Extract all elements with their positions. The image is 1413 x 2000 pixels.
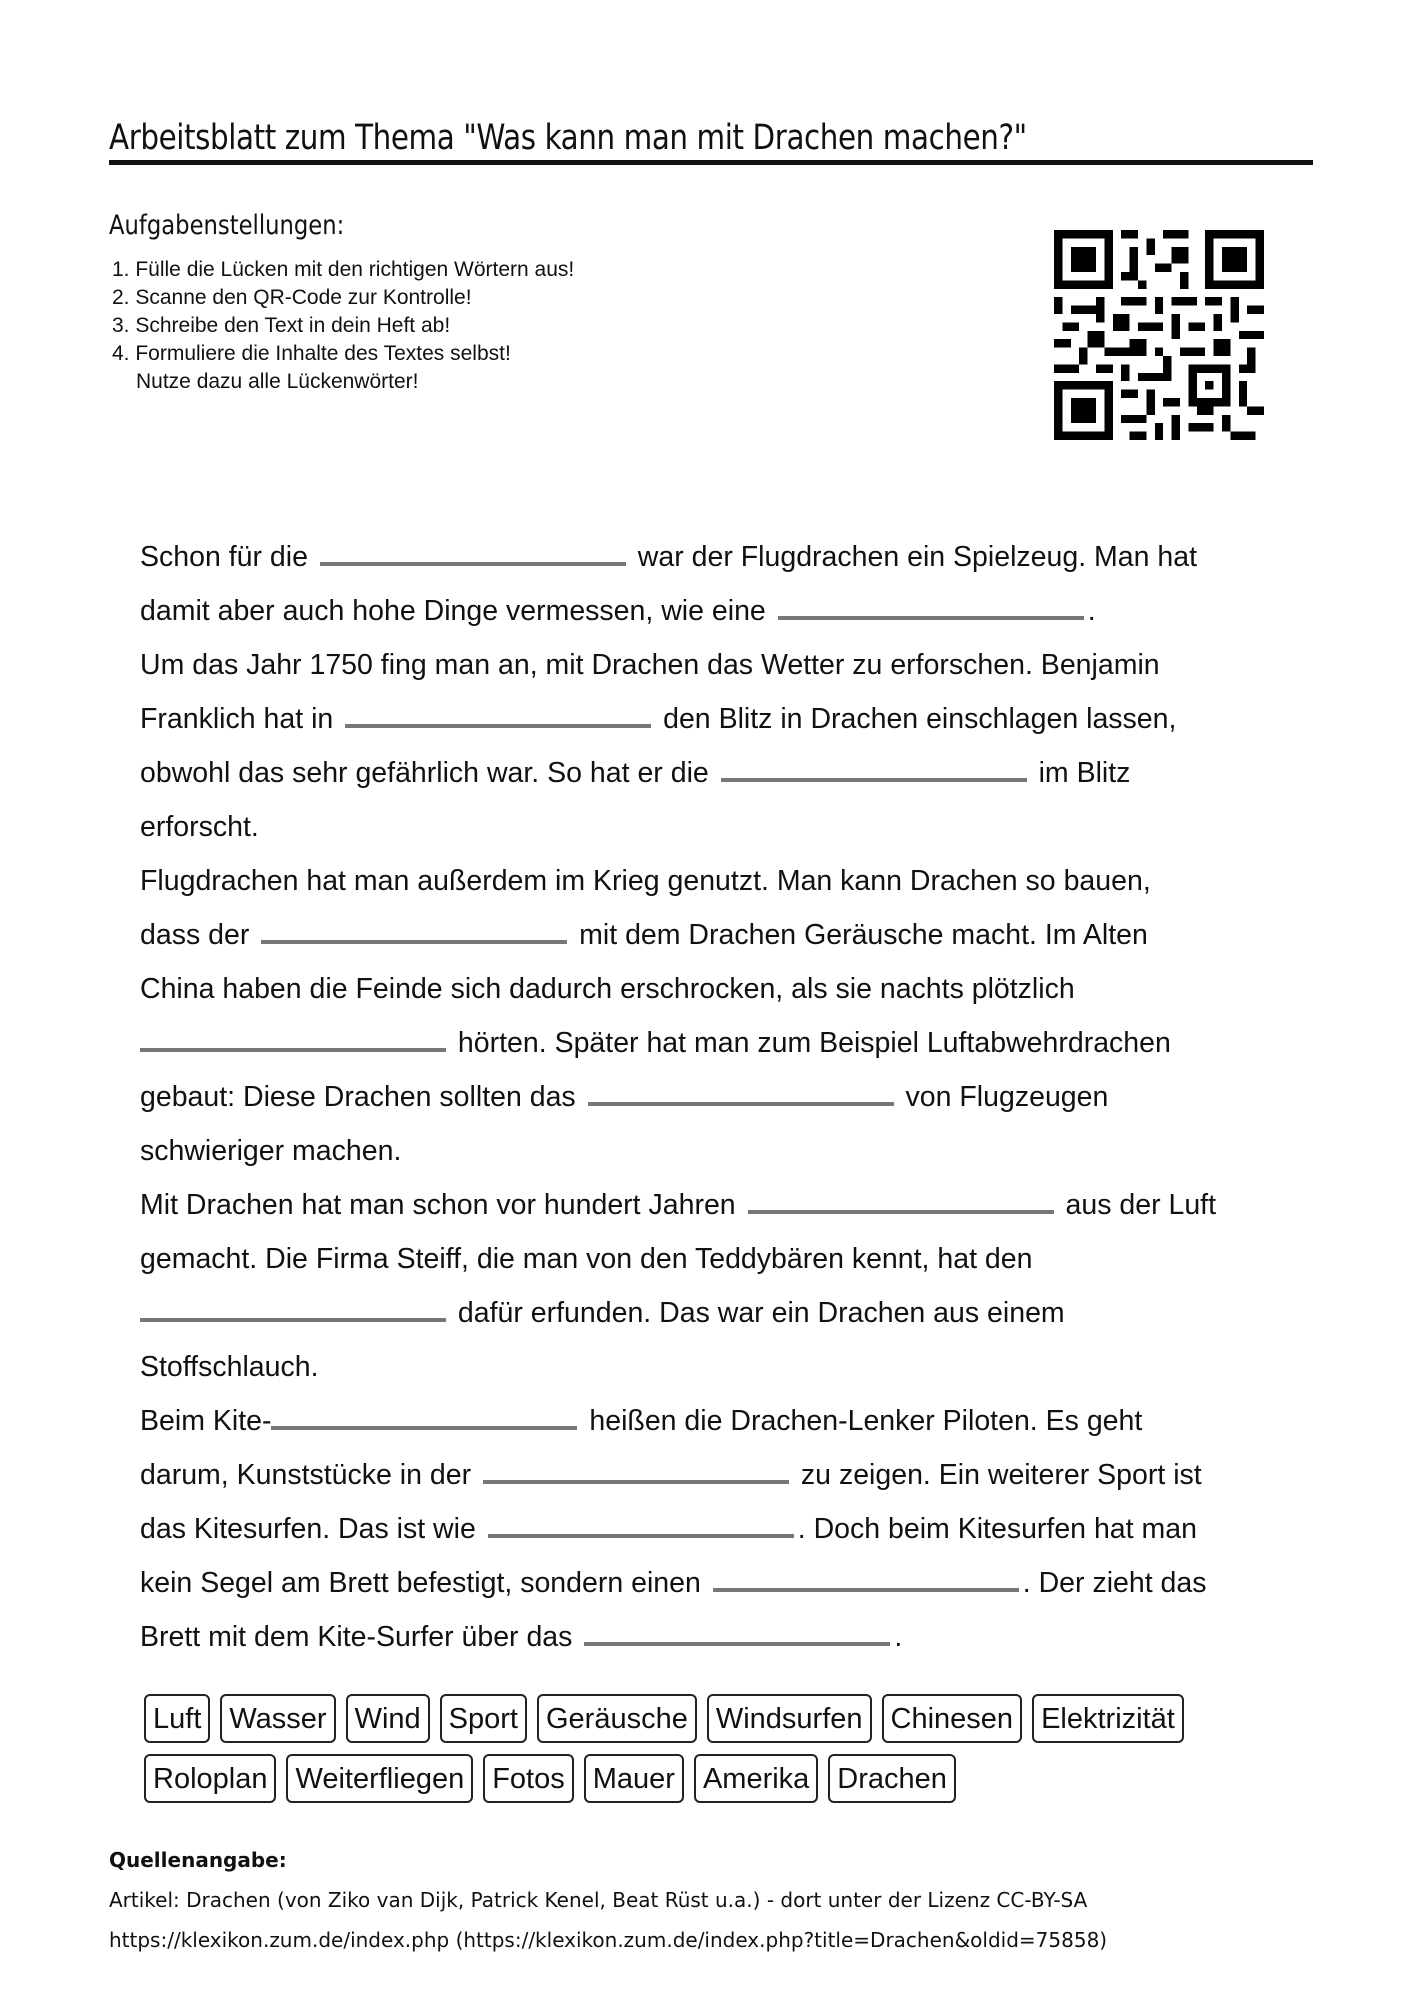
word-chip[interactable]: Geräusche [537,1694,697,1743]
word-chip[interactable]: Drachen [828,1754,956,1803]
task-item: 2. Scanne den QR-Code zur Kontrolle! [112,286,472,309]
word-chip[interactable]: Wasser [220,1694,335,1743]
tasks-heading: Aufgabenstellungen: [109,210,345,241]
word-chip[interactable]: Windsurfen [707,1694,872,1743]
text-line: Um das Jahr 1750 fing man an, mit Drachen das Wetter zu erforschen. Benjamin [140,649,1160,681]
task-item-continuation: Nutze dazu alle Lückenwörter! [136,370,419,393]
word-chip[interactable]: Amerika [694,1754,818,1803]
text-line: Brett mit dem Kite-Surfer über das . [140,1621,903,1653]
word-chip[interactable]: Wind [346,1694,430,1743]
answer-blank[interactable] [584,1620,890,1646]
answer-blank[interactable] [748,1188,1054,1214]
word-chip[interactable]: Mauer [584,1754,684,1803]
word-bank-row [144,1694,1304,1743]
answer-blank[interactable] [261,918,567,944]
answer-blank[interactable] [713,1566,1019,1592]
text-line: Schon für die war der Flugdrachen ein Spielzeug. Man hat [140,541,1198,573]
source-article: Artikel: Drachen (von Ziko van Dijk, Patrick Kenel, Beat Rüst u.a.) - dort unter der Lizenz CC-BY-SA [109,1888,1088,1912]
answer-blank[interactable] [345,702,651,728]
text-line: schwieriger machen. [140,1135,402,1167]
text-line: Stoffschlauch. [140,1351,319,1383]
word-chip[interactable]: Elektrizität [1032,1694,1184,1743]
text-line: darum, Kunststücke in der zu zeigen. Ein weiterer Sport ist [140,1459,1202,1491]
answer-blank[interactable] [140,1026,446,1052]
word-bank-row [144,1754,1304,1803]
word-chip[interactable]: Chinesen [882,1694,1023,1743]
qr-code-icon[interactable] [1054,230,1264,440]
answer-blank[interactable] [271,1404,577,1430]
text-line: gebaut: Diese Drachen sollten das von Flugzeugen [140,1081,1109,1113]
text-line: Beim Kite- heißen die Drachen-Lenker Piloten. Es geht [140,1405,1143,1437]
text-line: dafür erfunden. Das war ein Drachen aus einem [140,1286,1320,1340]
word-chip[interactable]: Fotos [483,1754,574,1803]
task-item: 4. Formuliere die Inhalte des Textes selbst! [112,342,511,365]
word-chip[interactable]: Weiterfliegen [286,1754,473,1803]
text-line: hörten. Später hat man zum Beispiel Luftabwehrdrachen [140,1016,1320,1070]
text-line: damit aber auch hohe Dinge vermessen, wie eine . [140,595,1096,627]
text-line: kein Segel am Brett befestigt, sondern einen . Der zieht das [140,1567,1207,1599]
word-chip[interactable]: Sport [440,1694,527,1743]
page-title: Arbeitsblatt zum Thema "Was kann man mit Drachen machen?" [109,118,1027,158]
answer-blank[interactable] [588,1080,894,1106]
text-line: dass der mit dem Drachen Geräusche macht. Im Alten [140,919,1148,951]
text-line: das Kitesurfen. Das ist wie . Doch beim Kitesurfen hat man [140,1513,1197,1545]
cloze-text [140,530,1320,1664]
text-line: gemacht. Die Firma Steiff, die man von den Teddybären kennt, hat den [140,1243,1033,1275]
text-line: obwohl das sehr gefährlich war. So hat er die im Blitz [140,757,1131,789]
source-link[interactable]: https://klexikon.zum.de/index.php (https://klexikon.zum.de/index.php?title=Drachen&oldid=75858) [109,1928,1108,1952]
answer-blank[interactable] [778,594,1084,620]
text-line: Franklich hat in den Blitz in Drachen einschlagen lassen, [140,703,1177,735]
text-line: China haben die Feinde sich dadurch erschrocken, als sie nachts plötzlich [140,973,1075,1005]
answer-blank[interactable] [483,1458,789,1484]
sources-section [109,1840,1107,1960]
task-item: 1. Fülle die Lücken mit den richtigen Wörtern aus! [112,258,575,281]
answer-blank[interactable] [721,756,1027,782]
title-underline [109,160,1313,165]
word-bank [144,1694,1304,1814]
word-chip[interactable]: Roloplan [144,1754,276,1803]
task-list [112,256,574,396]
task-item: 3. Schreibe den Text in dein Heft ab! [112,314,451,337]
answer-blank[interactable] [320,540,626,566]
sources-heading: Quellenangabe: [109,1848,287,1872]
answer-blank[interactable] [140,1296,446,1322]
text-line: Mit Drachen hat man schon vor hundert Jahren aus der Luft [140,1189,1217,1221]
text-line: Flugdrachen hat man außerdem im Krieg genutzt. Man kann Drachen so bauen, [140,865,1151,897]
word-chip[interactable]: Luft [144,1694,210,1743]
text-line: erforscht. [140,811,259,843]
answer-blank[interactable] [488,1512,794,1538]
